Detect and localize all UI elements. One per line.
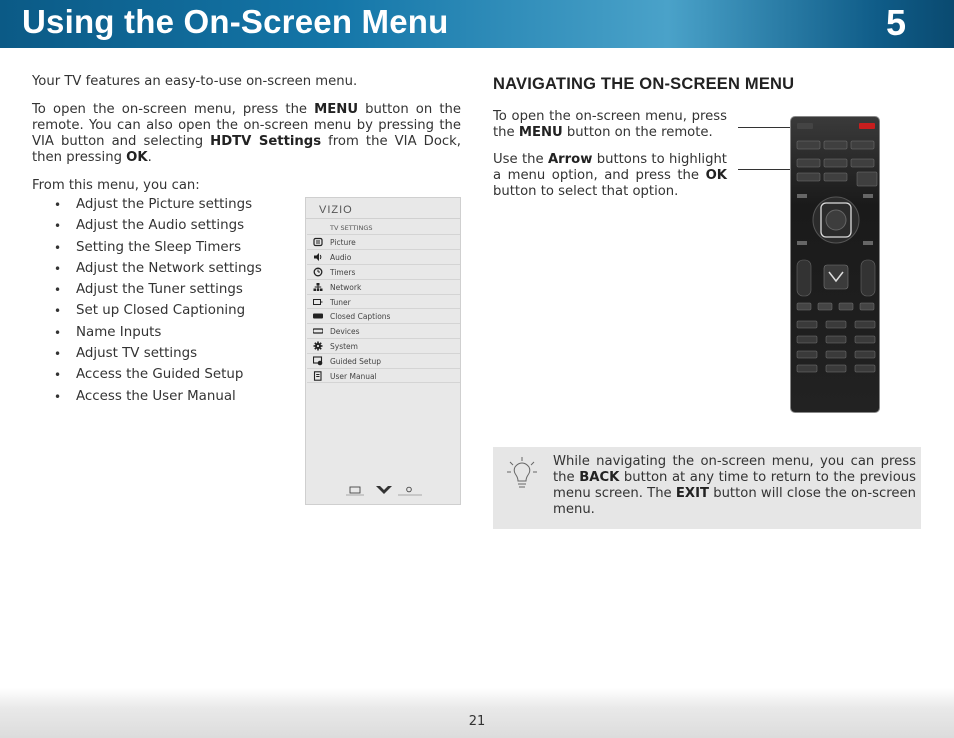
tv-settings-menu-illustration: [305, 197, 461, 505]
list-item-label: Adjust the Network settings: [76, 260, 262, 276]
list-item-label: Adjust the Audio settings: [76, 218, 245, 234]
menu-item-label: Devices: [330, 327, 360, 337]
text-span: .: [147, 150, 152, 165]
network-icon: [313, 282, 323, 292]
menu-keyword: MENU: [518, 125, 563, 140]
ok-keyword: OK: [126, 150, 148, 165]
menu-item-audio[interactable]: [307, 249, 460, 264]
settings-gear-icon: [407, 487, 412, 492]
menu-item-guided-setup[interactable]: [307, 353, 460, 368]
menu-item-devices[interactable]: [307, 323, 460, 338]
menu-item-closed-captions[interactable]: [307, 308, 460, 323]
menu-item-label: Tuner: [330, 297, 351, 307]
text-span: from the VIA Dock, then pressing: [32, 134, 461, 165]
list-item-label: Setting the Sleep Timers: [76, 239, 242, 255]
divider: [306, 218, 460, 219]
lightbulb-icon: [507, 457, 537, 491]
text-span: Use the: [493, 152, 548, 167]
list-item-label: Adjust the Picture settings: [76, 197, 253, 212]
menu-title: TV SETTINGS: [330, 224, 373, 232]
remote-graphic: [791, 117, 881, 414]
bullet-dot: •: [54, 325, 62, 340]
nav-paragraph-2: [493, 152, 727, 200]
list-item: [54, 389, 294, 410]
chapter-number: 5: [885, 2, 906, 43]
tip-text: [553, 454, 916, 518]
menu-item-picture[interactable]: [307, 234, 460, 249]
menu-item-user-manual[interactable]: [307, 368, 460, 383]
list-item: [54, 367, 294, 388]
nav-paragraph-1: [493, 109, 727, 141]
list-item-label: Adjust the Tuner settings: [76, 282, 243, 298]
guided-setup-icon: [313, 356, 323, 366]
remote-control-illustration: [790, 116, 880, 413]
menu-item-label: Guided Setup: [330, 357, 381, 367]
tuner-icon: [313, 297, 323, 307]
text-span: buttons to highlight a menu option, and press the: [493, 152, 727, 183]
back-keyword: BACK: [579, 470, 620, 485]
text-span: button will close the on-screen menu.: [553, 486, 916, 517]
manual-icon: [313, 371, 323, 381]
page-footer: [0, 688, 954, 738]
list-item-label: Access the User Manual: [76, 388, 236, 404]
menu-keyword: MENU: [314, 102, 359, 117]
text-span: button on the remote.: [562, 125, 713, 140]
timer-icon: [313, 267, 323, 277]
menu-item-label: Timers: [330, 267, 356, 277]
bullet-dot: •: [54, 261, 62, 276]
list-item: [54, 261, 294, 282]
text-span: button at any time to return to the previous menu screen. The: [553, 470, 916, 501]
bullet-dot: •: [54, 240, 62, 255]
page-title: Using the On-Screen Menu: [22, 3, 449, 40]
menu-item-label: User Manual: [330, 372, 377, 382]
menu-item-tuner[interactable]: [307, 294, 460, 309]
tip-box: [493, 447, 921, 529]
menu-item-label: Network: [330, 282, 362, 292]
list-item: [54, 346, 294, 367]
bullet-dot: •: [54, 304, 62, 319]
navigation-section: [493, 109, 727, 200]
exit-keyword: EXIT: [675, 486, 709, 501]
list-item-label: Adjust TV settings: [76, 346, 198, 362]
devices-icon: [313, 326, 323, 336]
text-span: button to select that option.: [493, 184, 679, 199]
bullet-dot: •: [54, 368, 62, 383]
text-span: button on the remote. You can also open the on-screen menu by pressing the VIA button and selecting: [32, 102, 461, 149]
gear-icon: [313, 341, 323, 351]
audio-icon: [313, 252, 323, 262]
ok-keyword: OK: [705, 168, 727, 183]
list-item: [54, 303, 294, 324]
menu-item-label: Picture: [330, 238, 356, 247]
bullet-dot: •: [54, 219, 62, 234]
intro-paragraph-1: Your TV features an easy-to-use on-screen menu.: [32, 74, 358, 89]
hdtv-settings-keyword: HDTV Settings: [210, 134, 322, 149]
vizio-v-icon: [376, 486, 392, 494]
menu-list: [307, 234, 460, 383]
intro-section: [32, 74, 461, 198]
list-item: [54, 197, 294, 218]
bullet-dot: •: [54, 389, 62, 404]
bullet-dot: •: [54, 347, 62, 362]
menu-item-label: Closed Captions: [330, 312, 391, 322]
bullet-dot: •: [54, 283, 62, 298]
intro-paragraph-3: From this menu, you can:: [32, 178, 200, 193]
picture-icon: [313, 237, 323, 247]
text-span: To open the on-screen menu, press the: [32, 102, 315, 117]
input-icon: [350, 487, 360, 493]
bullet-dot: •: [54, 198, 62, 212]
vizio-logo: VIZIO: [319, 204, 353, 216]
menu-item-timers[interactable]: [307, 264, 460, 279]
menu-item-label: Audio: [330, 252, 352, 262]
menu-bottom-bar: [346, 483, 426, 497]
intro-paragraph-2: [32, 102, 461, 166]
menu-item-label: System: [330, 342, 358, 352]
list-item-label: Set up Closed Captioning: [76, 303, 246, 319]
list-item: [54, 282, 294, 303]
list-item: [54, 240, 294, 261]
feature-list: [54, 197, 294, 410]
list-item-label: Access the Guided Setup: [76, 367, 244, 383]
menu-item-system[interactable]: [307, 338, 460, 353]
arrow-keyword: Arrow: [547, 152, 593, 167]
list-item-label: Name Inputs: [76, 324, 162, 340]
page-number: 21: [468, 714, 486, 729]
text-span: While navigating the on-screen menu, you can press the: [553, 454, 916, 485]
cc-icon: [313, 311, 323, 321]
page-header: [0, 0, 954, 48]
menu-item-network[interactable]: [307, 279, 460, 294]
section-heading: NAVIGATING THE ON-SCREEN MENU: [493, 75, 795, 93]
text-span: To open the on-screen menu, press the: [493, 109, 727, 140]
list-item: [54, 218, 294, 239]
list-item: [54, 325, 294, 346]
